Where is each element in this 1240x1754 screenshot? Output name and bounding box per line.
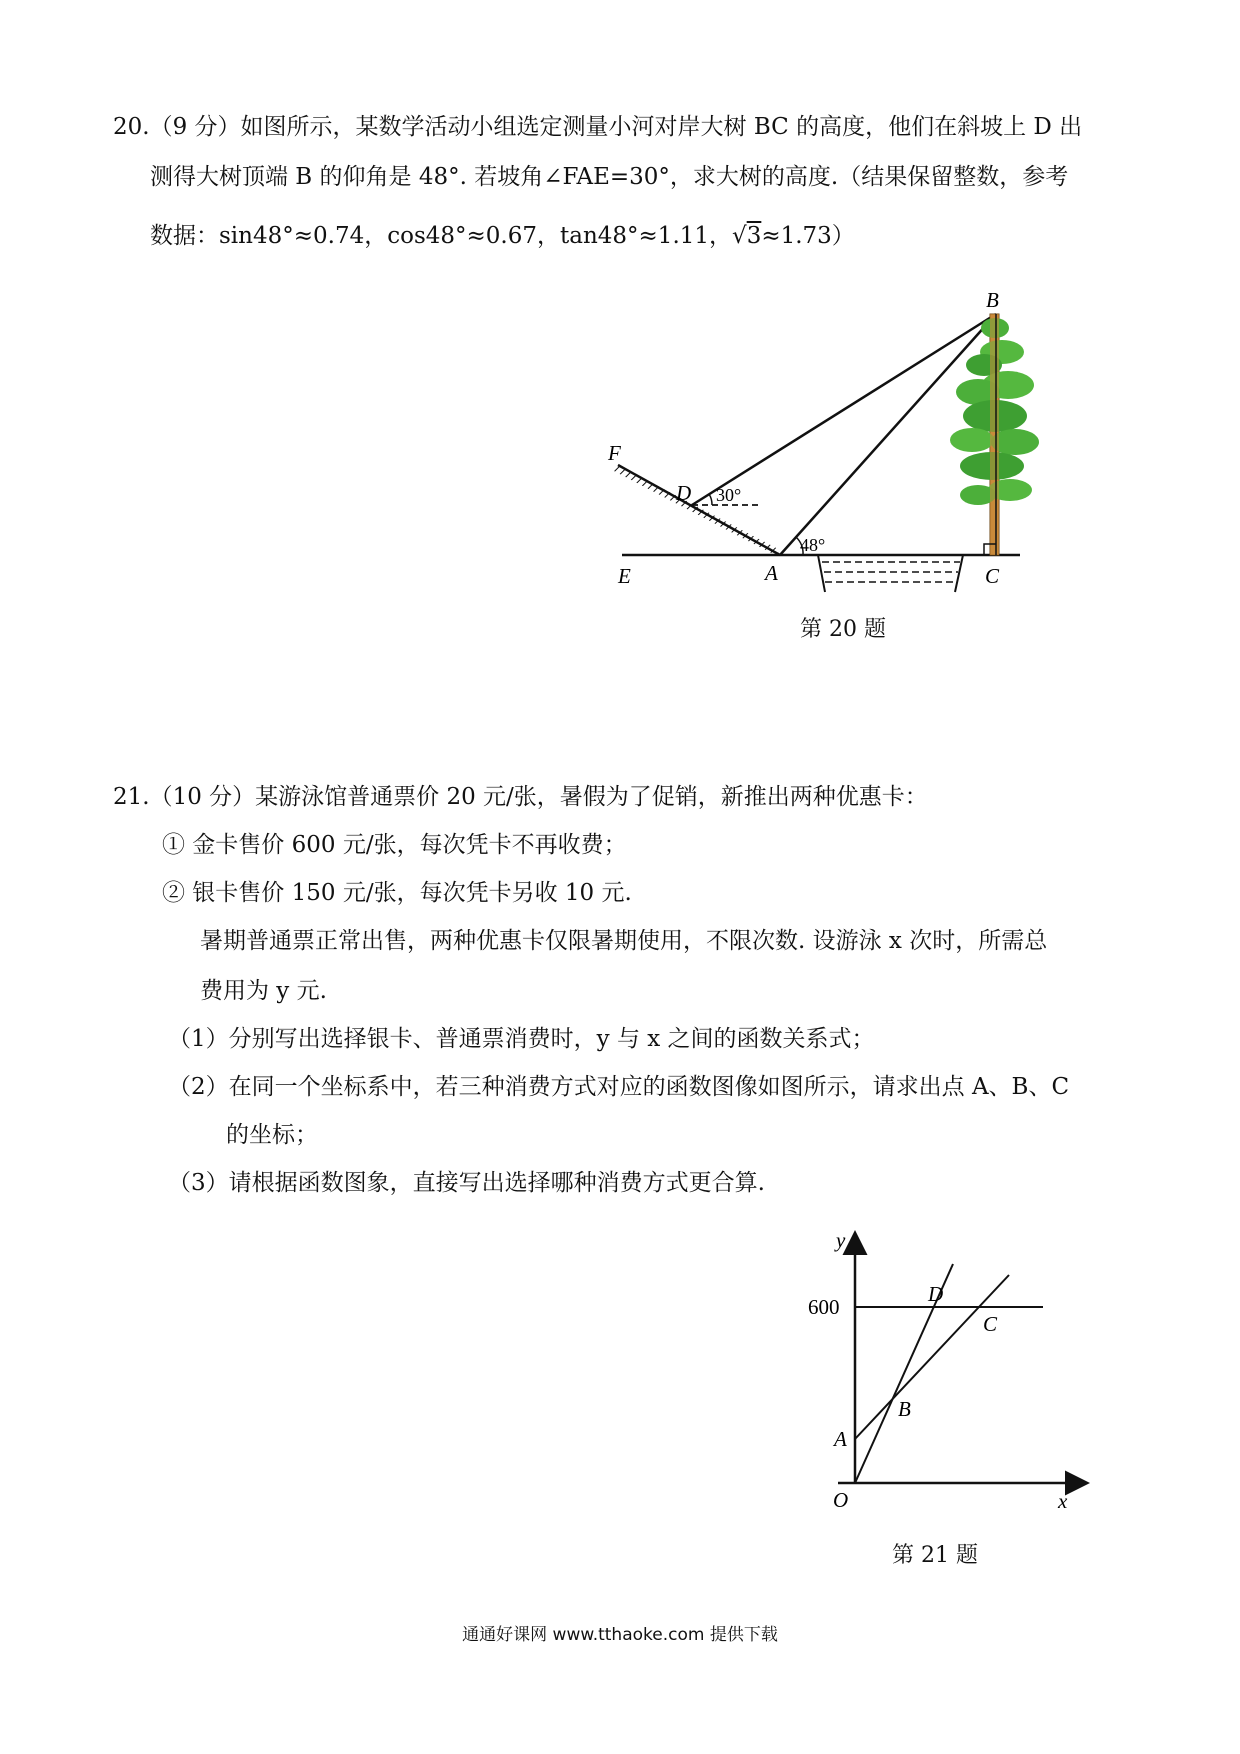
label-C: C	[983, 1312, 998, 1336]
label-A: A	[834, 1427, 847, 1451]
footer-watermark: 通通好课网 www.tthaoke.com 提供下载	[462, 1625, 778, 1645]
q21-item-1: ① 金卡售价 600 元/张，每次凭卡不再收费；	[162, 832, 627, 858]
q21-sub-2a: （2）在同一个坐标系中，若三种消费方式对应的函数图像如图所示，请求出点 A、B、C	[168, 1074, 1070, 1100]
river-bank-left	[818, 555, 825, 592]
label-B: B	[986, 290, 999, 312]
q21-sub-1: （1）分别写出选择银卡、普通票消费时，y 与 x 之间的函数关系式；	[168, 1026, 875, 1052]
label-C: C	[985, 564, 1000, 588]
q21-caption: 第 21 题	[892, 1543, 978, 1568]
label-B: B	[898, 1397, 911, 1421]
label-O: O	[833, 1488, 849, 1512]
q21-para-1: 暑期普通票正常出售，两种优惠卡仅限暑期使用，不限次数. 设游泳 x 次时，所需总	[200, 928, 1048, 954]
river-bank-right	[955, 555, 963, 592]
q20-line-3-text: 数据：sin48°≈0.74，cos48°≈0.67，tan48°≈1.11，√	[150, 223, 747, 249]
line-DB	[692, 314, 996, 505]
label-D: D	[928, 1282, 944, 1306]
q20-line-3	[150, 221, 855, 251]
tick-600: 600	[808, 1295, 840, 1319]
q21-sub-3: （3）请根据函数图象，直接写出选择哪种消费方式更合算.	[168, 1170, 765, 1196]
label-D: D	[676, 481, 692, 505]
label-A: A	[765, 561, 778, 585]
q21-sub-2b: 的坐标；	[226, 1122, 318, 1148]
q21-para-2: 费用为 y 元.	[200, 978, 327, 1004]
slope-line	[618, 465, 780, 555]
label-F: F	[608, 441, 621, 465]
q20-figure	[600, 290, 1060, 610]
q21-graph	[800, 1225, 1100, 1525]
q21-item-2: ② 银卡售价 150 元/张，每次凭卡另收 10 元.	[162, 880, 632, 906]
q20-line-1: 20.（9 分）如图所示，某数学活动小组选定测量小河对岸大树 BC 的高度，他们在斜坡上 D 出	[113, 114, 1083, 140]
angle-label-48: 48°	[800, 535, 826, 555]
q20-line-2: 测得大树顶端 B 的仰角是 48°. 若坡角∠FAE=30°，求大树的高度.（结果保留整数，参考	[150, 164, 1069, 190]
angle-label-30: 30°	[716, 485, 742, 505]
label-x: x	[1058, 1489, 1068, 1513]
label-y: y	[836, 1228, 846, 1252]
q20-sqrt-radicand: 3	[746, 223, 762, 249]
q21-line-1: 21.（10 分）某游泳馆普通票价 20 元/张，暑假为了促销，新推出两种优惠卡：	[113, 784, 928, 810]
q20-caption: 第 20 题	[800, 617, 886, 642]
q20-line-3-end: ≈1.73）	[761, 223, 855, 249]
label-E: E	[618, 564, 631, 588]
